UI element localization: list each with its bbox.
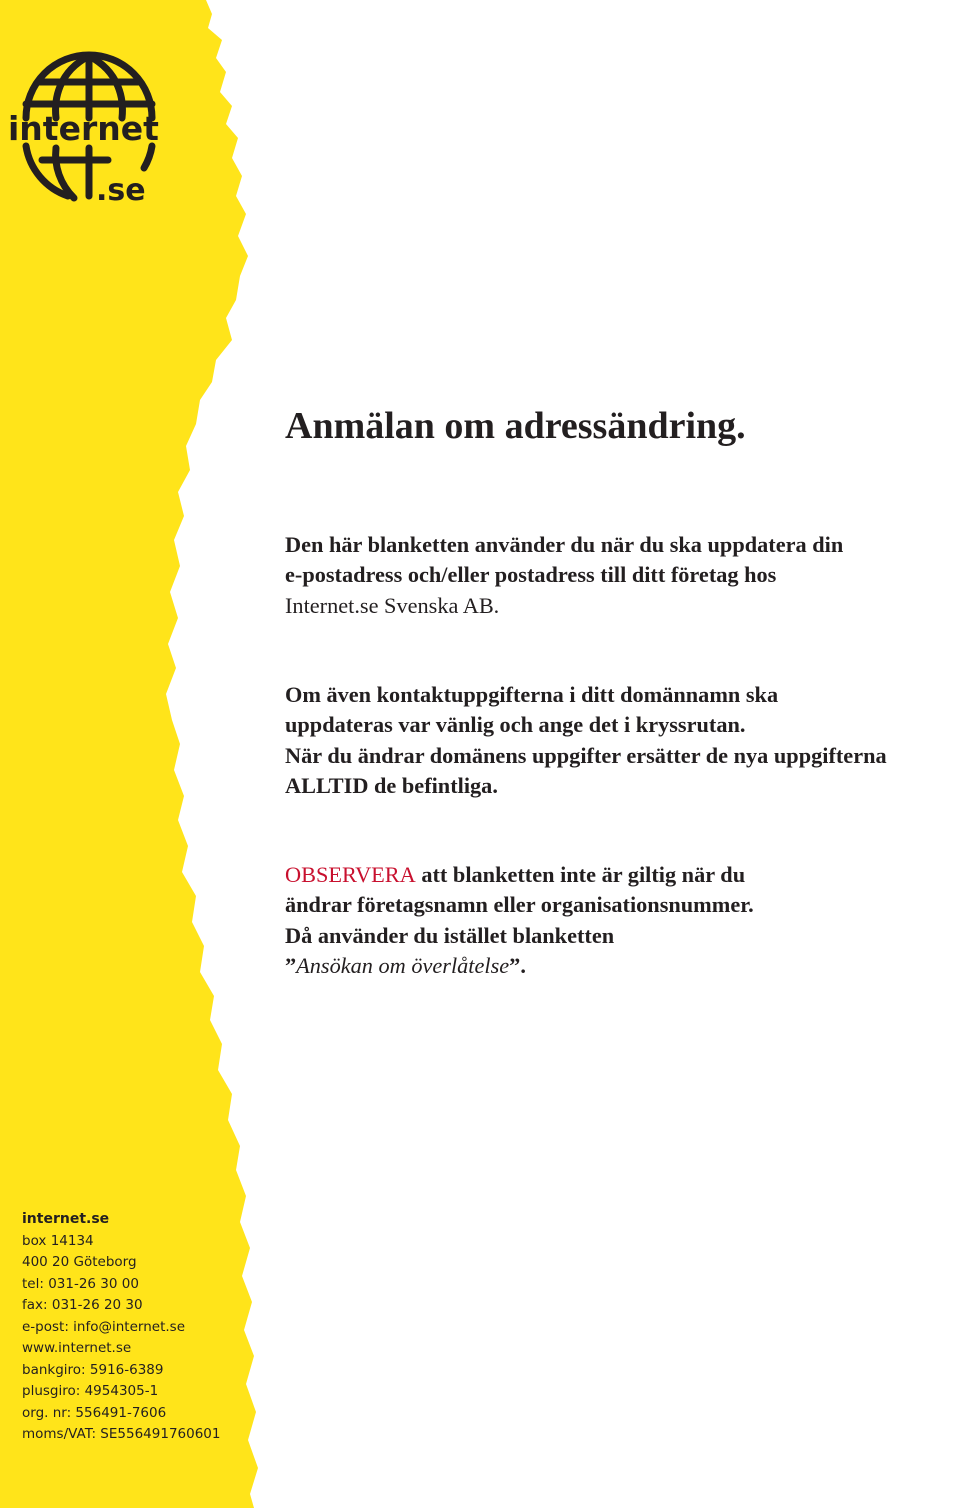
observera-paragraph [285, 860, 754, 981]
observera-text: att blanketten inte är giltig när du [415, 862, 746, 887]
contact-phone: tel: 031-26 30 00 [22, 1275, 139, 1292]
intro-paragraph [285, 530, 843, 621]
form-name-ansokan: Ansökan om överlåtelse [296, 952, 510, 978]
page-title: Anmälan om adressändring. [285, 405, 746, 447]
domain-paragraph [285, 680, 887, 801]
contact-org-nr: org. nr: 556491-7606 [22, 1404, 167, 1421]
observera-line: ändrar företagsnamn eller organisationsnummer. [285, 892, 754, 918]
contact-email: e-post: info@internet.se [22, 1318, 185, 1335]
logo-word-se: .se [96, 173, 146, 208]
logo-word-internet: internet [8, 109, 159, 148]
contact-fax: fax: 031-26 20 30 [22, 1297, 143, 1313]
contact-block [22, 1209, 220, 1446]
domain-line: uppdateras var vänlig och ange det i kryssrutan. [285, 712, 746, 738]
contact-website: www.internet.se [22, 1340, 132, 1356]
contact-vat: moms/VAT: SE556491760601 [22, 1426, 221, 1442]
contact-company: internet.se [22, 1211, 110, 1227]
domain-line: ALLTID de befintliga. [285, 772, 498, 798]
contact-plusgiro: plusgiro: 4954305-1 [22, 1383, 159, 1399]
observera-label: OBSERVERA [285, 862, 416, 887]
internet-se-logo [8, 48, 170, 208]
close-quote: ”. [509, 952, 526, 978]
domain-line: När du ändrar domänens uppgifter ersätter de nya uppgifterna [285, 742, 887, 768]
observera-line [285, 860, 754, 890]
intro-line: Internet.se Svenska AB. [285, 592, 500, 618]
intro-line: e-postadress och/eller postadress till ditt företag hos [285, 562, 777, 588]
observera-line [285, 951, 754, 981]
contact-box: box 14134 [22, 1232, 94, 1249]
contact-bankgiro: bankgiro: 5916-6389 [22, 1361, 164, 1378]
intro-line: Den här blanketten använder du när du ska uppdatera din [285, 532, 844, 557]
contact-city: 400 20 Göteborg [22, 1254, 137, 1270]
domain-line: Om även kontaktuppgifterna i ditt domännamn ska [285, 682, 779, 707]
observera-line: Då använder du istället blanketten [285, 922, 615, 948]
open-quote: ” [285, 952, 297, 978]
